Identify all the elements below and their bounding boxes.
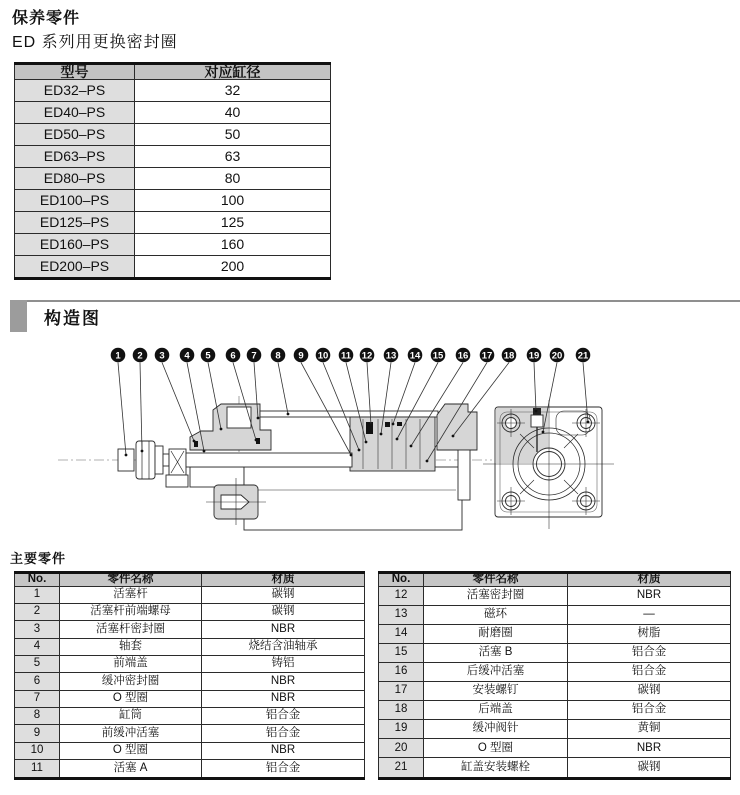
cell: ED125–PS [15,211,135,233]
callout-number: 8 [275,350,281,362]
leader-dot [426,460,429,463]
cell: 安装螺钉 [424,681,568,700]
table-row [379,758,731,779]
cell: 16 [379,662,424,681]
table-header-row [15,573,365,587]
callout-number: 17 [481,350,493,362]
callout-number: 6 [230,350,236,362]
cell: 缸盖安装螺栓 [424,758,568,779]
cell: 树脂 [568,624,731,643]
cell: NBR [568,586,731,605]
cell: 铝合金 [568,662,731,681]
cell: 黄铜 [568,720,731,739]
leader-line [534,363,536,412]
table-row [15,167,331,189]
cell: NBR [202,690,365,707]
cell: 3 [15,621,60,638]
cell: 活塞密封圈 [424,586,568,605]
cell: 1 [15,586,60,603]
table-row [15,80,331,102]
leader-line [301,363,351,456]
leader-dot [410,445,413,448]
table-row [15,101,331,123]
cell: 活塞 A [60,760,202,779]
cell: 铝合金 [568,701,731,720]
cell: ED50–PS [15,123,135,145]
construction-diagram [0,338,740,553]
table-row [15,255,331,279]
column-header: 型号 [15,64,135,80]
cell: 碳钢 [568,758,731,779]
table-row [15,189,331,211]
leader-dot [287,413,290,416]
cell: 铝合金 [568,643,731,662]
table-row [15,690,365,707]
end-view [483,400,614,529]
cell: 20 [379,739,424,758]
callout-number: 13 [385,350,397,362]
table-row [15,621,365,638]
table-row [15,586,365,603]
cell: 21 [379,758,424,779]
cell: 32 [135,80,331,102]
callout-number: 16 [457,350,469,362]
side-view [58,396,492,530]
cell: ED63–PS [15,145,135,167]
cell: 6 [15,673,60,690]
cell: 15 [379,643,424,662]
cell: 13 [379,605,424,624]
table-row [379,662,731,681]
column-header: 零件名称 [424,573,568,587]
cell: 19 [379,720,424,739]
leader-dot [365,441,368,444]
cell: 4 [15,638,60,655]
parts-left-body [15,586,365,779]
table-row [379,681,731,700]
table-row [379,720,731,739]
cell: 14 [379,624,424,643]
cell: 碳钢 [202,603,365,620]
callout-number: 7 [251,350,257,362]
callout-number: 4 [184,350,190,362]
seal-table-body [15,80,331,279]
table-row [15,233,331,255]
cell: 前端盖 [60,655,202,672]
cell: 后缓冲活塞 [424,662,568,681]
callout-number: 14 [409,350,421,362]
seal-replacement-table [14,62,331,280]
cell: 2 [15,603,60,620]
leader-dot [220,428,223,431]
parts-section-title: 主要零件 [10,551,67,566]
leader-dot [141,450,144,453]
table-row [15,211,331,233]
callout-number: 21 [577,350,589,362]
page-subtitle: ED 系列用更换密封圈 [12,34,178,51]
leader-dot [203,450,206,453]
cell: 50 [135,123,331,145]
callout-number: 2 [137,350,143,362]
cell: 磁环 [424,605,568,624]
cell: 耐磨圈 [424,624,568,643]
column-header: 材质 [568,573,731,587]
table-row [15,123,331,145]
cell: NBR [202,621,365,638]
leader-line [140,363,142,452]
callout-number: 18 [503,350,515,362]
cell: 缓冲阀针 [424,720,568,739]
parts-right-body [379,586,731,779]
callout-number: 15 [432,350,444,362]
leader-line [118,363,126,456]
callout-number: 19 [528,350,540,362]
table-header-row [379,573,731,587]
cell: 80 [135,167,331,189]
cell: 活塞 B [424,643,568,662]
cell: 11 [15,760,60,779]
cell: O 型圈 [60,690,202,707]
leader-dot [542,431,545,434]
leader-dot [587,421,590,424]
callout-number: 5 [205,350,211,362]
leader-dot [392,423,395,426]
callout-number: 9 [298,350,304,362]
cell: 9 [15,725,60,742]
table-row [15,760,365,779]
leader-dot [255,439,258,442]
cell: 铝合金 [202,708,365,725]
cell: 17 [379,681,424,700]
table-row [379,605,731,624]
cell: 200 [135,255,331,279]
leader-dot [125,454,128,457]
cell: O 型圈 [424,739,568,758]
table-row [15,708,365,725]
table-row [15,742,365,759]
leader-dot [257,417,260,420]
cell: — [568,605,731,624]
column-header: No. [379,573,424,587]
cell: NBR [202,673,365,690]
cell: 5 [15,655,60,672]
cell: 铸铝 [202,655,365,672]
table-row [15,145,331,167]
leader-dot [350,454,353,457]
cell: 后端盖 [424,701,568,720]
cell: 轴套 [60,638,202,655]
callout-number: 10 [317,350,329,362]
cell: 前缓冲活塞 [60,725,202,742]
cell: 125 [135,211,331,233]
callout-number: 3 [159,350,165,362]
cell: 缓冲密封圈 [60,673,202,690]
table-row [379,586,731,605]
cell: 缸筒 [60,708,202,725]
cell: 碳钢 [202,586,365,603]
leader-dot [370,424,373,427]
cell: 7 [15,690,60,707]
section-title: 构造图 [44,309,101,328]
table-row [379,701,731,720]
callout-number: 12 [361,350,373,362]
leader-dot [452,435,455,438]
table-row [379,624,731,643]
table-row [15,638,365,655]
column-header: No. [15,573,60,587]
table-row [15,725,365,742]
cell: 铝合金 [202,760,365,779]
parts-table-right [378,571,731,780]
cell: 40 [135,101,331,123]
cell: 8 [15,708,60,725]
cell: ED40–PS [15,101,135,123]
cell: 100 [135,189,331,211]
leader-dot [358,449,361,452]
cell: ED80–PS [15,167,135,189]
cell: 12 [379,586,424,605]
leader-dot [535,410,538,413]
column-header: 材质 [202,573,365,587]
table-row [15,673,365,690]
table-row [15,603,365,620]
leader-dot [380,433,383,436]
cell: NBR [202,742,365,759]
cell: 活塞杆 [60,586,202,603]
cell: NBR [568,739,731,758]
cell: 活塞杆前端螺母 [60,603,202,620]
cell: 160 [135,233,331,255]
seal-table-header [15,64,331,80]
cell: O 型圈 [60,742,202,759]
cell: 活塞杆密封圈 [60,621,202,638]
section-rule [10,300,740,302]
table-header-row [15,64,331,80]
cell: 10 [15,742,60,759]
cell: 18 [379,701,424,720]
cell: 铝合金 [202,725,365,742]
callout-number: 1 [115,350,121,362]
cell: ED160–PS [15,233,135,255]
callout-number: 20 [551,350,563,362]
leader-dot [193,440,196,443]
table-row [379,739,731,758]
leader-dot [396,438,399,441]
table-row [15,655,365,672]
cell: ED100–PS [15,189,135,211]
table-row [379,643,731,662]
page-title: 保养零件 [12,10,81,27]
callout-number: 11 [340,350,352,362]
leader-line [278,363,288,415]
cell: 碳钢 [568,681,731,700]
cell: 烧结含油轴承 [202,638,365,655]
column-header: 对应缸径 [135,64,331,80]
section-marker [10,300,27,332]
cell: ED200–PS [15,255,135,279]
cell: 63 [135,145,331,167]
parts-table-left [14,571,365,780]
column-header: 零件名称 [60,573,202,587]
cell: ED32–PS [15,80,135,102]
